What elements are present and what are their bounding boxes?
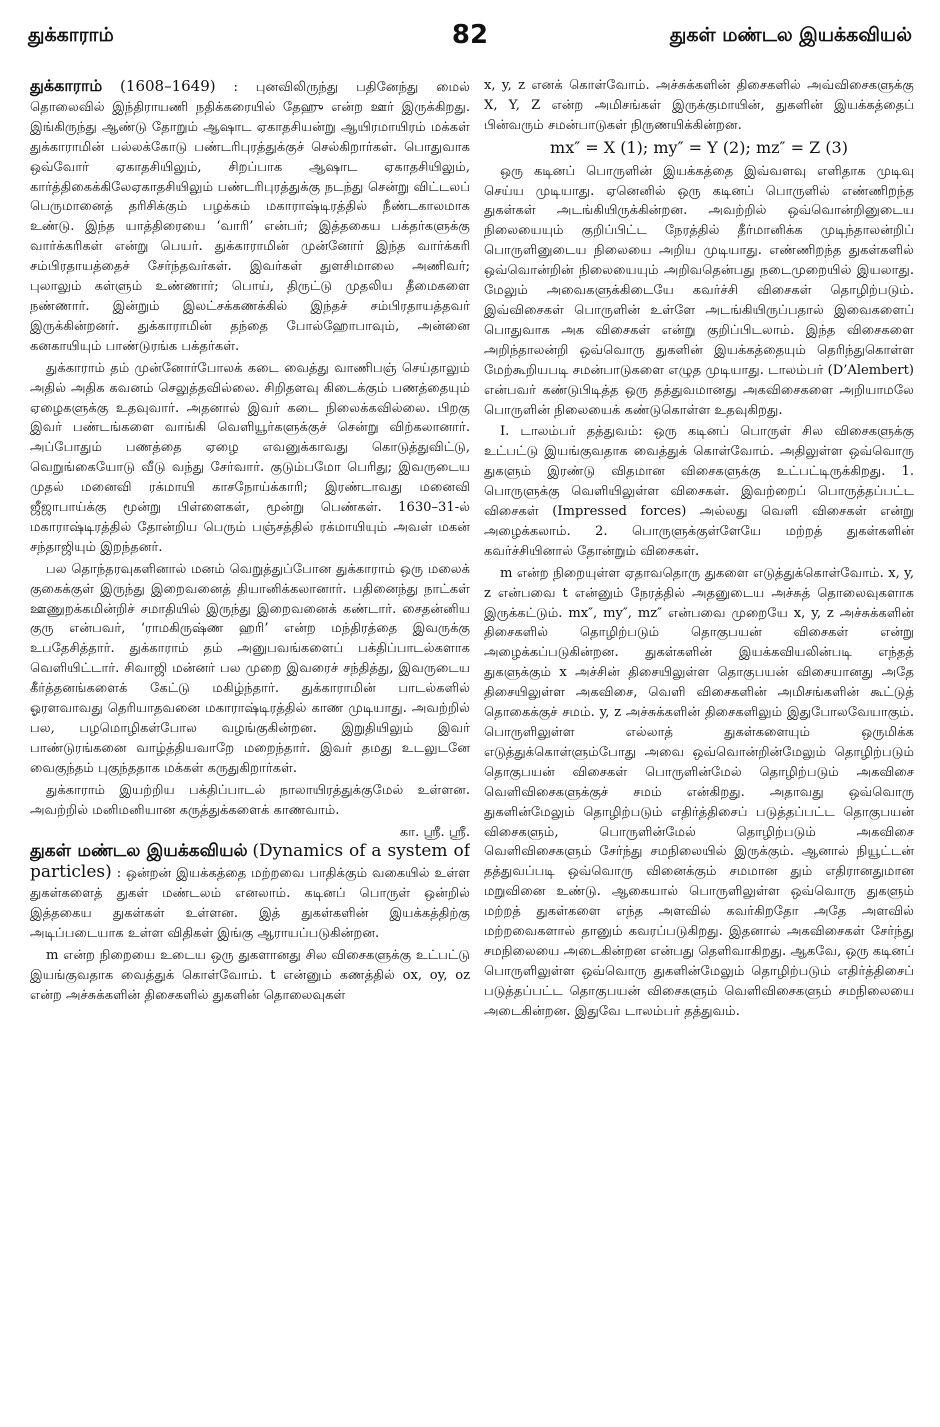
dynamics-entry-intro (30, 842, 470, 944)
right-paragraph-2: ஒரு கடினப் பொருளின் இயக்கத்தை இவ்வளவு எளிதாக முடிவு செய்ய முடியாது. ஏனெனில் ஒரு கடினப் பொருளில் எண்ணிறந்த துகள்கள் அடங்கியிருக்கின்றன. அவற்றில் ஒவ்வொன்றினுடைய நிலையையும் குறிப்பிட்ட நேரத்தில் தீர்மானிக்க முடிந்தாலன்றிப் பொருளினுடைய நிலையை அறிய முடியாது. எண்ணிறந்த துகள்களில் ஒவ்வொன்றின் நிலையையும் அறிவதென்பது நடைமுறையில் இயலாது. மேலும் அவைகளுக்கிடையே கவர்ச்சி விசைகள் தொழிற்படும். இவ்விசைகள் பொருளின் உள்ளே அடங்கியிருப்பதால் இவைகளைப் பொதுவாக அக விசைகள் என்று குறிப்பிடலாம். இந்த விசைகளை அறிந்தாலன்றி ஒவ்வொரு துகளின் இயக்கத்தையும் தெரிந்துகொள்ள மேற்கூறியபடி சமன்பாடுகளை எழுத முடியாது. டாலம்பர் (D’Alembert) என்பவர் கண்டுபிடித்த ஒரு தத்துவமானது அகவிசைகளை அறியாமலே பொருளின் நிலையைக் கண்டுகொள்ள உதவுகிறது. (484, 163, 914, 418)
tukaram-years: (1608–1649) (120, 77, 216, 95)
running-head-left: துக்காராம் (28, 24, 114, 46)
dynamics-english-title: (Dynamics of a system of particles) (30, 841, 470, 883)
dynamics-headword: துகள் மண்டல இயக்கவியல் (30, 841, 248, 862)
right-column (484, 76, 914, 1416)
tukaram-entry-intro (30, 76, 470, 357)
dynamics-paragraph-1: : ஒன்றன் இயக்கத்தை மற்றவை பாதிக்கும் வகையில் உள்ள துகள்களைத் துகள் மண்டலம் எனலாம். கடினப் பொருள் ஒன்றில் இத்தகைய துகள்கள் உள்ளன. இத் துகள்களின் இயக்கத்திற்கு அடிப்படையாக உள்ள விதிகள் இங்கு ஆராயப்படுகின்றன. (30, 866, 470, 942)
equations-of-motion: mx″ = X (1); my″ = Y (2); mz″ = Z (3) (550, 137, 848, 157)
tukaram-paragraph-1: : புனவிலிருந்து பதினேந்து மைல் தொலைவில் இந்திராயணி நதிக்கரையில் தேஹு என்ற ஊர் இருக்கிறது. இங்கிருந்து ஆண்டு தோறும் ஆஷாட ஏகாதசியன்று ஆயிரமாயிரம் மக்கள் துக்காராமின் பல்லக்கோடு பண்டரிபுரத்துக்குச் செல்கிறார்கள். பொதுவாக ஒவ்வோர் ஏகாதசியிலும், சிறப்பாக ஆஷாட ஏகாதசியிலும், கார்த்திகைக்கிலேஏகாதசியிலும் பண்டரிபுரத்துக்கு நடந்து சென்று விட்டலப் பெருமானைத் தரிசிக்கும் பழக்கம் மகாராஷ்டிரத்தில் நீண்டகாலமாக உண்டு. இந்த யாத்திரையை ‘வாரி’ என்பர்; இத்தகைய பக்தர்களுக்கு வார்க்கரிகள் என்று பெயர். துக்காராமின் முன்னோர் இந்த வார்க்கரி சம்பிரதாயத்தைச் சேர்ந்தவர்கள். இவர்கள் துளசிமாலை அணிவர்; புலாலும் கள்ளும் உண்ணார்; பொய், திருட்டு முதலிய தீமைகளை நண்ணார். இன்றும் இலட்சக்கணக்கில் இந்தச் சம்பிரதாயத்தவர் இருக்கின்றனர். துக்காராமின் தந்தை போல்ஹோபாவும், அன்னை கனகாயியும் பாண்டுரங்க பக்தர்கள். (30, 80, 470, 354)
dalembert-principle-paragraph: I. டாலம்பர் தத்துவம்: ஒரு கடினப் பொருள் சில விசைகளுக்கு உட்பட்டு இயங்குவதாக வைத்துக் கொள்வோம். அதிலுள்ள ஒவ்வொரு துகளும் இரண்டு விதமான விசைகளுக்கு உட்பட்டிருக்கிறது. 1. பொருளுக்கு வெளியிலுள்ள விசைகள். இவற்றைப் பொருத்தப்பட்ட விசைகள் (Impressed forces) அல்லது வெளி விசைகள் என்று அழைக்கலாம். 2. பொருளுக்குள்ளேயே மற்றத் துகள்களின் கவர்ச்சியினால் தோன்றும் விசைகள். (484, 424, 914, 559)
running-head-right: துகள் மண்டல இயக்கவியல் (669, 24, 912, 46)
tukaram-paragraph-4 (30, 781, 470, 821)
tukaram-paragraph-4-text: துக்காராம் இயற்றிய பக்திப்பாடல் நாலாயிரத்துக்குமேல் உள்ளன. அவற்றில் மனிமனியான கருத்துக்களைக் காணவாம். (30, 782, 470, 818)
left-column (30, 76, 470, 1416)
tukaram-paragraph-2: துக்காராம் தம் முன்னோர்போலக் கடை வைத்து வாணிபஞ் செய்தாலும் அதில் அதிக கவனம் செலுத்தவில்லை. சிறிதளவு கிடைக்கும் பணத்தையும் ஏழைகளுக்கு உதவுவார். அதனால் இவர் கடை நிலைக்கவில்லை. பிறகு இவர் பண்டங்களை வாங்கி வெளியூர்களுக்குச் சென்று விற்கலானார். அப்போதும் பணத்தை ஏழை எவனுக்காவது கொடுத்துவிட்டு, வெறுங்கையோடு வீடு வந்து சேர்வார். குடும்பமோ பெரிது; இவருடைய முதல் மனைவி ரக்மாயி காசநோய்க்காரி; இரண்டாவது மனைவி ஜீஜாபாய்க்கு மூன்று பிள்ளைகள், மூன்று பெண்கள். 1630–31-ல் மகாராஷ்டிரத்தில் தோன்றிய பெரும் பஞ்சத்தில் ரக்மாயியும் அவள் மகன் சந்தாஜியும் இறந்தனர். (30, 360, 470, 555)
page-number: 82 (451, 20, 489, 50)
dynamics-paragraph-2: m என்ற நிறையை உடைய ஒரு துகளானது சில விசைகளுக்கு உட்பட்டு இயங்குவதாக வைத்துக் கொள்வோம். t என்னும் கணத்தில் ox, oy, oz என்ற அச்சுக்களின் திசைகளில் துகளின் தொலைவுகள் (30, 947, 470, 1003)
author-signature: கா. ஸ்ரீ. ஸ்ரீ. (399, 824, 470, 840)
tukaram-headword: துக்காராம் (30, 76, 103, 95)
right-paragraph-1: x, y, z எனக் கொள்வோம். அச்சுக்களின் திசைகளில் அவ்விசைகளுக்கு X, Y, Z என்ற அமிசங்கள் இருக்குமாயின், துகளின் இயக்கத்தைப் பின்வரும் சமன்பாடுகள் நிருணயிக்கின்றன. (484, 78, 914, 133)
right-paragraph-4: m என்ற நிறையுள்ள ஏதாவதொரு துகளை எடுத்துக்கொள்வோம். x, y, z என்பவை t என்னும் நேரத்தில் அதனுடைய அச்சுத் தொலைவுகளாக இருக்கட்டும். mx″, my″, mz″ என்பவை முறையே x, y, z அச்சுக்களின் திசைகளில் தொழிற்படும் தொகுபயன் விசைகள் என்று அழைக்கப்படுகின்றன. துகள்களின் இயக்கவியலின்படி எந்தத் துகளுக்கும் x அச்சின் திசையிலுள்ள தொகுபயன் விசையானது அதே திசையிலுள்ள அகவிசை, வெளி விசைகளின் அமிசங்களின் கூட்டுத் தொகைக்குச் சமம். y, z அச்சுக்களின் திசைகளிலும் இதுபோலவேயாகும். பொருளிலுள்ள எல்லாத் துகள்களையும் ஒருமிக்க எடுத்துக்கொள்ளும்போது அவை ஒவ்வொன்றின்மேலும் தொழிற்படும் தொகுபயன் விசைகள் பொருளின்மேல் தொழிற்படும் அகவிசை வெளிவிசைகளுக்குச் சமம் என்கிறது. அதாவது ஒவ்வொரு துகளின்மேலும் தொழிற்படும் எதிர்த்திசைப் படுத்தப்பட்ட தொகுபயன் விசைகளும், பொருளின்மேல் தொழிற்படும் அகவிசை வெளிவிசைகளும் சேர்ந்து சமநிலையில் இருக்கும். ஆனால் நியூட்டன் தத்துவப்படி ஒவ்வொரு வினைக்கும் சமமான தும் எதிரானதுமான மறுவினை உண்டு. ஆகையால் பொருளிலுள்ள ஒவ்வொரு துகளும் மற்றத் துகள்களை எந்த அளவில் கவர்கிறதோ அதே அளவில் மற்றவைகளால் தானும் கவரப்படுகிறது. இதனால் அகவிசைகள் சேர்ந்து சமநிலையை அடைகின்றன என்பது தெளிவாகிறது. ஆகவே, ஒரு கடினப் பொருளிலுள்ள ஒவ்வொரு துகளின்மேலும் தொழிற்படும் எதிர்த்திசைப் படுத்தப்பட்ட தொகுபயன் விசைகளும் வெளிவிசைகளும் சமநிலையை அடைகின்றன. இதுவே டாலம்பர் தத்துவம். (484, 565, 914, 1019)
page-header (28, 20, 912, 64)
tukaram-paragraph-3: பல தொந்தரவுகளினால் மனம் வெறுத்துப்போன துக்காராம் ஒரு மலைக் குகைக்குள் இருந்து இறைவனைத் தியானிக்கலானார். பதினைந்து நாட்கள் ஊணுறக்கமின்றிச் சமாதியில் இருந்து இறைவனைக் கண்டார். சைதன்னிய குரு என்பவர், ‘ராமகிருஷ்ண ஹரி’ என்ற மந்திரத்தை இவருக்கு உபதேசித்தார். துக்காராம் தம் அனுபவங்களைப் பக்திப்பாடல்களாக வெளியிட்டார். சிவாஜி மன்னர் பல முறை இவரைச் சந்தித்து, இவருடைய கீர்த்தனங்களைக் கேட்டு மகிழ்ந்தார். துக்காராமின் பாடல்களில் ஓரளவாவது தெரியாதவனை மகாராஷ்டிரத்தில் காண முடியாது. அவற்றில் பல, பழமொழிகள்போல வழங்குகின்றன. இறுதியிலும் இவர் பாண்டுரங்கனை வாழ்த்தியவாறே மறைந்தார். இவர் தமது உடலுடனே வைகுந்தம் புகுந்ததாக மக்கள் கருதுகிறார்கள். (30, 561, 470, 776)
